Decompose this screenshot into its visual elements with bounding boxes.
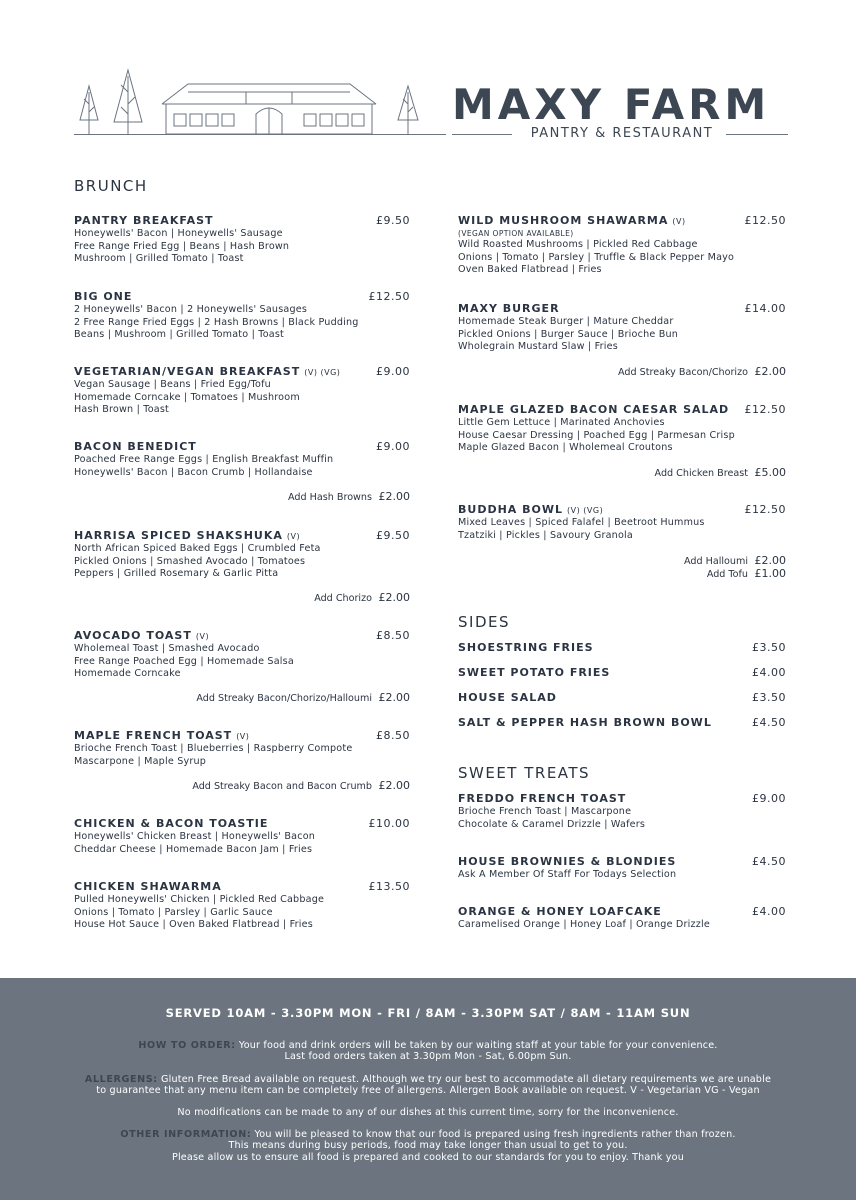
item-price: £9.50 [376,529,410,542]
brand-title: MAXY FARM [452,80,771,129]
dietary-tag: (V) (VG) [304,368,341,377]
modifications-note: No modifications can be made to any of our dishes at this current time, sorry for the inconvenience. [177,1107,679,1118]
menu-item [74,880,410,932]
addon-price: £2.00 [754,365,786,378]
dietary-tag: (V) [286,532,301,541]
item-desc: Little Gem Lettuce | Marinated Anchovies [458,417,665,428]
item-desc: Wholemeal Toast | Smashed Avocado [74,643,260,654]
item-desc: Mascarpone | Maple Syrup [74,755,207,767]
addon-price: £5.00 [754,466,786,479]
addon-line [450,567,786,580]
item-desc: Wholegrain Mustard Slaw | Fries [458,341,618,353]
item-price: £3.50 [752,641,786,654]
divider [726,134,788,135]
item-price: £10.00 [368,817,410,830]
item-price: £12.50 [368,290,410,303]
brand-subtitle: PANTRY & RESTAURANT [530,126,714,141]
addon-price: £2.00 [754,554,786,567]
item-desc: Cheddar Cheese | Homemade Bacon Jam | Fries [74,843,313,855]
addon-label: Add Streaky Bacon/Chorizo [617,367,748,378]
menu-item [458,302,786,354]
farmhouse-illustration [70,62,450,138]
menu-item [458,666,786,680]
menu-item [458,792,786,831]
footer-label: ALLERGENS: [84,1074,158,1085]
menu-item [74,214,410,266]
item-desc: Honeywells' Bacon | Honeywells' Sausage [74,228,283,239]
footer-label: HOW TO ORDER: [138,1040,236,1051]
menu-item [458,403,786,455]
menu-item [458,905,786,932]
item-price: £12.50 [744,214,786,227]
item-desc: Vegan Sausage | Beans | Fried Egg/Tofu [74,379,271,390]
item-name: WILD MUSHROOM SHAWARMA (V) [458,214,686,227]
allergens: ALLERGENS: Gluten Free Bread available on request. Although we try our best to accommodate all dietary requirements we are unable to guarantee that any menu item can be completely free of allergens. Allergen Book available on request. V - Vegetarian VG - Vegan [84,1074,772,1097]
menu-header [0,0,856,160]
item-name: SHOESTRING FRIES [458,641,594,654]
item-name: HOUSE SALAD [458,691,557,704]
addon-price: £2.00 [378,591,410,604]
addon-line [450,365,786,378]
item-price: £13.50 [368,880,410,893]
serving-hours: SERVED 10AM - 3.30PM MON - FRI / 8AM - 3.30PM SAT / 8AM - 11AM SUN [165,1006,691,1020]
header-rule [74,134,446,135]
how-to-order: HOW TO ORDER: Your food and drink orders will be taken by our waiting staff at your table for your convenience. Last food orders taken at 3.30pm Mon - Sat, 6.00pm Sun. [138,1040,718,1063]
menu-item [458,641,786,655]
item-desc: Chocolate & Caramel Drizzle | Wafers [458,818,646,830]
item-name: AVOCADO TOAST (V) [74,629,210,642]
item-desc: House Hot Sauce | Oven Baked Flatbread | Fries [74,919,313,931]
item-name: SALT & PEPPER HASH BROWN BOWL [458,716,712,729]
item-name: BACON BENEDICT [74,440,197,453]
item-desc: Honeywells' Bacon | Bacon Crumb | Hollandaise [74,466,313,478]
dietary-tag: (V) [672,217,686,226]
addon-price: £2.00 [378,779,410,792]
menu-item [458,855,786,882]
addon-line [450,466,786,479]
item-price: £4.50 [752,855,786,868]
item-price: £14.00 [744,302,786,315]
menu-item [74,729,410,768]
item-desc: Homemade Corncake | Tomatoes | Mushroom [74,391,300,403]
item-desc: Oven Baked Flatbread | Fries [458,264,602,276]
item-desc: 2 Free Range Fried Eggs | 2 Hash Browns | Black Pudding [74,316,359,328]
addon-line [74,591,410,604]
item-desc: Pulled Honeywells' Chicken | Pickled Red Cabbage [74,894,325,905]
item-price: £4.00 [752,905,786,918]
item-desc: Wild Roasted Mushrooms | Pickled Red Cabbage [458,239,698,250]
item-price: £4.00 [752,666,786,679]
section-title-sweet-treats: SWEET TREATS [458,764,591,782]
item-desc: Beans | Mushroom | Grilled Tomato | Toast [74,329,284,341]
menu-item [74,290,410,342]
item-price: £12.50 [744,403,786,416]
item-desc: Mixed Leaves | Spiced Falafel | Beetroot Hummus [458,517,705,528]
item-name: MAPLE FRENCH TOAST (V) [74,729,250,742]
item-name: CHICKEN & BACON TOASTIE [74,817,269,830]
item-name: VEGETARIAN/VEGAN BREAKFAST (V) (VG) [74,365,341,378]
tree-icon [80,86,98,134]
addon-label: Add Chorizo [314,593,372,604]
item-name: PANTRY BREAKFAST [74,214,214,227]
addon-label: Add Streaky Bacon and Bacon Crumb [192,781,372,792]
item-desc: Free Range Poached Egg | Homemade Salsa [74,655,294,667]
item-desc: Onions | Tomato | Parsley | Garlic Sauce [74,906,273,918]
item-desc: North African Spiced Baked Eggs | Crumbled Feta [74,543,321,554]
addon-label: Add Tofu [706,569,748,580]
other-information: OTHER INFORMATION: You will be pleased to know that our food is prepared using fresh ingredients rather than frozen. This means during busy periods, food may take longer than usual to get to you. Please allow us to ensure all food is prepared and cooked to our standards for you to enjoy. Thank you [120,1129,736,1163]
addon-line [74,779,410,792]
item-name: ORANGE & HONEY LOAFCAKE [458,905,662,918]
footer-label: OTHER INFORMATION: [120,1129,252,1140]
dietary-tag: (V) [236,732,250,741]
item-desc: Caramelised Orange | Honey Loaf | Orange Drizzle [458,919,710,930]
dietary-tag: (V) [195,632,210,641]
item-price: £4.50 [752,716,786,729]
menu-item [458,503,786,542]
menu-item [458,214,786,277]
item-desc: Homemade Corncake [74,668,181,680]
item-desc: Honeywells' Chicken Breast | Honeywells' Bacon [74,831,316,842]
item-price: £8.50 [376,729,410,742]
item-price: £3.50 [752,691,786,704]
item-desc: Pickled Onions | Burger Sauce | Brioche Bun [458,328,679,340]
item-name: MAXY BURGER [458,302,560,315]
addon-price: £2.00 [378,691,410,704]
item-desc: House Caesar Dressing | Poached Egg | Parmesan Crisp [458,429,735,441]
item-desc: Hash Brown | Toast [74,404,170,416]
item-name: SWEET POTATO FRIES [458,666,611,679]
item-name: CHICKEN SHAWARMA [74,880,222,893]
section-title-sides: SIDES [458,613,510,631]
building-icon [162,84,376,134]
item-desc: Homemade Steak Burger | Mature Cheddar [458,316,674,327]
item-desc: Free Range Fried Egg | Beans | Hash Brown [74,240,290,252]
menu-item [74,817,410,856]
item-desc: Brioche French Toast | Blueberries | Raspberry Compote [74,743,353,754]
item-desc: Onions | Tomato | Parsley | Truffle & Black Pepper Mayo [458,251,735,263]
item-name: BIG ONE [74,290,133,303]
item-desc: 2 Honeywells' Bacon | 2 Honeywells' Sausages [74,304,308,315]
addon-line [450,554,786,567]
addon-line [74,691,410,704]
item-desc: Peppers | Grilled Rosemary & Garlic Pitta [74,568,279,580]
menu-item [458,716,786,730]
item-name: HOUSE BROWNIES & BLONDIES [458,855,677,868]
item-price: £12.50 [744,503,786,516]
item-desc: Mushroom | Grilled Tomato | Toast [74,253,244,265]
addon-label: Add Chicken Breast [654,468,748,479]
menu-item [74,629,410,681]
item-desc: Poached Free Range Eggs | English Breakfast Muffin [74,454,334,465]
menu-item [74,529,410,581]
dietary-tag: (V) (VG) [567,506,604,515]
item-desc: Maple Glazed Bacon | Wholemeal Croutons [458,442,673,454]
menu-item [458,691,786,705]
divider [452,134,512,135]
section-title-brunch: BRUNCH [74,177,148,195]
item-price: £8.50 [376,629,410,642]
item-price: £9.00 [752,792,786,805]
item-desc: Pickled Onions | Smashed Avocado | Tomatoes [74,555,306,567]
item-name: BUDDHA BOWL (V) (VG) [458,503,604,516]
item-desc: Tzatziki | Pickles | Savoury Granola [458,529,633,541]
addon-line [74,490,410,503]
item-desc: Ask A Member Of Staff For Todays Selection [458,869,677,880]
menu-item [74,365,410,417]
brand-subtitle-group [452,126,788,144]
addon-label: Add Halloumi [683,556,748,567]
item-name: HARRISA SPICED SHAKSHUKA (V) [74,529,301,542]
menu-item [74,440,410,479]
item-price: £9.00 [376,365,410,378]
tree-icon [398,86,418,134]
item-price: £9.00 [376,440,410,453]
item-name: MAPLE GLAZED BACON CAESAR SALAD [458,403,730,416]
item-note: (VEGAN OPTION AVAILABLE) [458,229,574,238]
item-price: £9.50 [376,214,410,227]
addon-label: Add Streaky Bacon/Chorizo/Halloumi [196,693,372,704]
item-name: FREDDO FRENCH TOAST [458,792,627,805]
addon-price: £2.00 [378,490,410,503]
item-desc: Brioche French Toast | Mascarpone [458,806,632,817]
tree-icon [114,70,142,134]
info-footer [0,978,856,1200]
addon-price: £1.00 [754,567,786,580]
addon-label: Add Hash Browns [288,492,372,503]
